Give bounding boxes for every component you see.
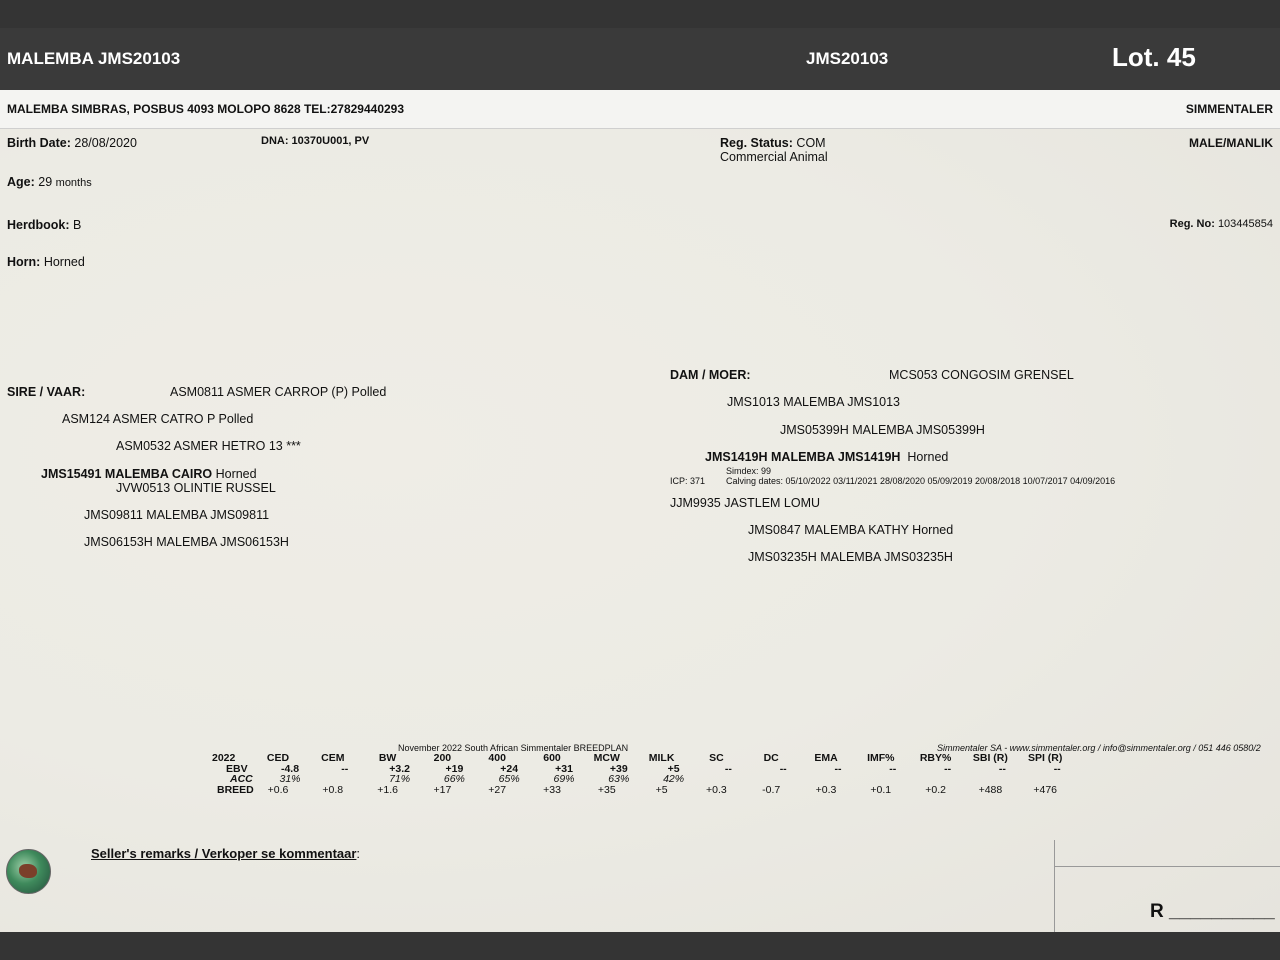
seller-remarks: Seller's remarks / Verkoper se kommentaar: bbox=[91, 846, 361, 861]
breedplan-ebv-cell: +24 bbox=[500, 763, 519, 775]
reg-no bbox=[1170, 218, 1273, 230]
breedplan-year: 2022 bbox=[212, 752, 236, 764]
birth-date-value: 28/08/2020 bbox=[74, 136, 137, 150]
sire-sire: ASM0811 ASMER CARROP (P) Polled bbox=[170, 385, 387, 399]
price-box-divider bbox=[1054, 840, 1055, 932]
breedplan-header-cell: 400 bbox=[488, 752, 506, 764]
breedplan-ebv-cell: -- bbox=[779, 763, 787, 775]
breedplan-header-cell: BW bbox=[378, 752, 397, 764]
breedplan-acc-cell: 65% bbox=[498, 773, 520, 785]
breedplan-acc-cell: 31% bbox=[279, 773, 301, 785]
horn-label: Horn: bbox=[7, 255, 41, 269]
reg-status-value: COM bbox=[796, 136, 826, 150]
simdex: Simdex: 99 bbox=[726, 466, 772, 476]
sire-dam: JMS09811 MALEMBA JMS09811 bbox=[84, 508, 270, 522]
sex: MALE/MANLIK bbox=[1189, 136, 1273, 150]
breedplan-ebv-cell: +5 bbox=[667, 763, 680, 775]
reg-status bbox=[720, 136, 826, 150]
sire-sire-dam: ASM0532 ASMER HETRO 13 *** bbox=[116, 439, 301, 453]
animal-id: JMS20103 bbox=[806, 49, 889, 68]
reg-status-label: Reg. Status: bbox=[720, 136, 793, 150]
breedplan-breed-cell: +0.6 bbox=[267, 784, 289, 796]
herdbook bbox=[7, 218, 81, 232]
breedplan-acc-cell: 63% bbox=[608, 773, 630, 785]
breedplan-ebv-cell: -- bbox=[889, 763, 897, 775]
breedplan-header-cell: SC bbox=[709, 752, 724, 764]
breedplan-breed-cell: +33 bbox=[543, 784, 561, 796]
breedplan-breed-cell: +17 bbox=[433, 784, 452, 796]
animal-name: MALEMBA JMS20103 bbox=[7, 49, 181, 68]
breeder-info: MALEMBA SIMBRAS, POSBUS 4093 MOLOPO 8628 TEL:27829440293 bbox=[7, 102, 405, 116]
herdbook-label: Herdbook: bbox=[7, 218, 70, 232]
dam-dam-dam: JMS03235H MALEMBA JMS03235H bbox=[748, 550, 953, 564]
breedplan-header-cell: RBY% bbox=[919, 752, 952, 764]
reg-no-value: 103445854 bbox=[1217, 218, 1273, 230]
dna-info: DNA: 10370U001, PV bbox=[261, 135, 370, 147]
sire-label: SIRE / VAAR: bbox=[7, 385, 86, 399]
breedplan-ebv-cell: -- bbox=[341, 763, 349, 775]
reg-no-label: Reg. No: bbox=[1169, 218, 1215, 230]
breedplan-ebv-cell: -- bbox=[998, 763, 1006, 775]
lot-number: Lot. 45 bbox=[1112, 42, 1196, 72]
breedplan-acc-cell: 66% bbox=[443, 773, 465, 785]
breedplan-ebv-cell: -- bbox=[1053, 763, 1061, 775]
sire bbox=[41, 467, 257, 481]
seller-remarks-label: Seller's remarks / Verkoper se kommentaar bbox=[91, 846, 357, 861]
row-label-ebv: EBV bbox=[226, 763, 248, 775]
breedplan-ebv-cell: -4.8 bbox=[280, 763, 300, 775]
breedplan-header-cell: IMF% bbox=[867, 752, 895, 764]
lot-header bbox=[0, 28, 1280, 90]
sire-horn: Horned bbox=[215, 467, 257, 481]
sire-name: JMS15491 MALEMBA CAIRO bbox=[41, 467, 213, 481]
breedplan-breed-cell: +0.3 bbox=[706, 784, 727, 796]
breedplan-acc-cell: 42% bbox=[663, 773, 685, 785]
breedplan-breed-cell: +1.6 bbox=[377, 784, 398, 796]
row-label-acc: ACC bbox=[230, 773, 253, 785]
dam-sire-dam: JMS05399H MALEMBA JMS05399H bbox=[780, 423, 985, 437]
breedplan-breed-cell: +0.2 bbox=[925, 784, 946, 796]
breedplan-acc-cell: 69% bbox=[553, 773, 575, 785]
breedplan-ebv-cell: -- bbox=[724, 763, 732, 775]
breedplan-header-cell: SBI (R) bbox=[972, 752, 1008, 764]
breedplan-header-cell: MCW bbox=[593, 752, 620, 764]
calving-dates: Calving dates: 05/10/2022 03/11/2021 28/08/2020 05/09/2019 20/08/2018 10/07/2017 04/09/2016 bbox=[726, 476, 1116, 486]
breedplan-breed-cell: +488 bbox=[978, 784, 1003, 796]
breedplan-header-cell: EMA bbox=[814, 752, 838, 764]
breedplan-ebv-cell: +19 bbox=[445, 763, 464, 775]
price-field[interactable]: R __________ bbox=[1150, 901, 1275, 922]
breedplan-header-cell: SPI (R) bbox=[1027, 752, 1063, 764]
lot-card bbox=[0, 129, 1280, 932]
dam-sire-sire: MCS053 CONGOSIM GRENSEL bbox=[889, 368, 1074, 382]
breedplan-header-cell: 200 bbox=[433, 752, 452, 764]
breeder-bar bbox=[0, 90, 1280, 129]
herdbook-value: B bbox=[72, 218, 82, 232]
age-label: Age: bbox=[7, 175, 35, 189]
breedplan-header-cell: DC bbox=[763, 752, 779, 764]
price-box-top-line bbox=[1055, 866, 1280, 867]
breedplan-breed-cell: +0.8 bbox=[322, 784, 344, 796]
breedplan-breed-cell: +0.1 bbox=[870, 784, 892, 796]
sire-sire-sire: ASM124 ASMER CATRO P Polled bbox=[62, 412, 254, 426]
age-value: 29 bbox=[38, 175, 53, 189]
breedplan-breed-cell: +5 bbox=[655, 784, 668, 796]
dam-sire: JMS1013 MALEMBA JMS1013 bbox=[727, 395, 900, 409]
dam-horn: Horned bbox=[907, 450, 949, 464]
breedplan-ebv-cell: +3.2 bbox=[389, 763, 410, 775]
dam-dam: JMS0847 MALEMBA KATHY Horned bbox=[748, 523, 954, 537]
breedplan-source: Simmentaler SA - www.simmentaler.org / info@simmentaler.org / 051 446 0580/2 bbox=[937, 743, 1261, 753]
sire-dam-dam: JMS06153H MALEMBA JMS06153H bbox=[84, 535, 289, 549]
horn-value: Horned bbox=[43, 255, 85, 269]
breedplan-ebv-cell: -- bbox=[834, 763, 842, 775]
breedplan-breed-cell: +27 bbox=[488, 784, 507, 796]
dam-name: JMS1419H MALEMBA JMS1419H bbox=[705, 450, 901, 464]
reg-status-desc: Commercial Animal bbox=[720, 150, 828, 164]
breedplan-acc-cell: 71% bbox=[389, 773, 411, 785]
age bbox=[7, 175, 92, 189]
breedplan-breed-cell: +476 bbox=[1033, 784, 1058, 796]
dam bbox=[705, 450, 948, 464]
birth-date bbox=[7, 136, 137, 150]
breedplan-breed-cell: -0.7 bbox=[762, 784, 781, 796]
icp: ICP: 371 bbox=[670, 476, 706, 486]
breedplan-ebv-cell: +39 bbox=[609, 763, 628, 775]
breedplan-breed-cell: +0.3 bbox=[815, 784, 837, 796]
breedplan-ebv-cell: +31 bbox=[555, 763, 573, 775]
simmentaler-logo-icon bbox=[6, 849, 51, 894]
breedplan-header-cell: MILK bbox=[648, 752, 675, 764]
breedplan-header-cell: CEM bbox=[321, 752, 345, 764]
breedplan-ebv-cell: -- bbox=[944, 763, 952, 775]
sire-dam-sire: JVW0513 OLINTIE RUSSEL bbox=[116, 481, 276, 495]
age-unit: months bbox=[55, 177, 92, 189]
breedplan-header-cell: 600 bbox=[543, 752, 561, 764]
dam-dam-sire: JJM9935 JASTLEM LOMU bbox=[670, 496, 821, 510]
breedplan-breed-cell: +35 bbox=[597, 784, 616, 796]
breedplan-header-cell: CED bbox=[266, 752, 290, 764]
bottom-bar bbox=[0, 932, 1280, 960]
row-label-breed: BREED bbox=[217, 784, 254, 796]
breed-name: SIMMENTALER bbox=[1185, 102, 1273, 116]
dam-label: DAM / MOER: bbox=[670, 368, 751, 382]
birth-date-label: Birth Date: bbox=[7, 136, 71, 150]
breedplan-title: November 2022 South African Simmentaler BREEDPLAN bbox=[398, 743, 629, 753]
horn bbox=[7, 255, 85, 269]
